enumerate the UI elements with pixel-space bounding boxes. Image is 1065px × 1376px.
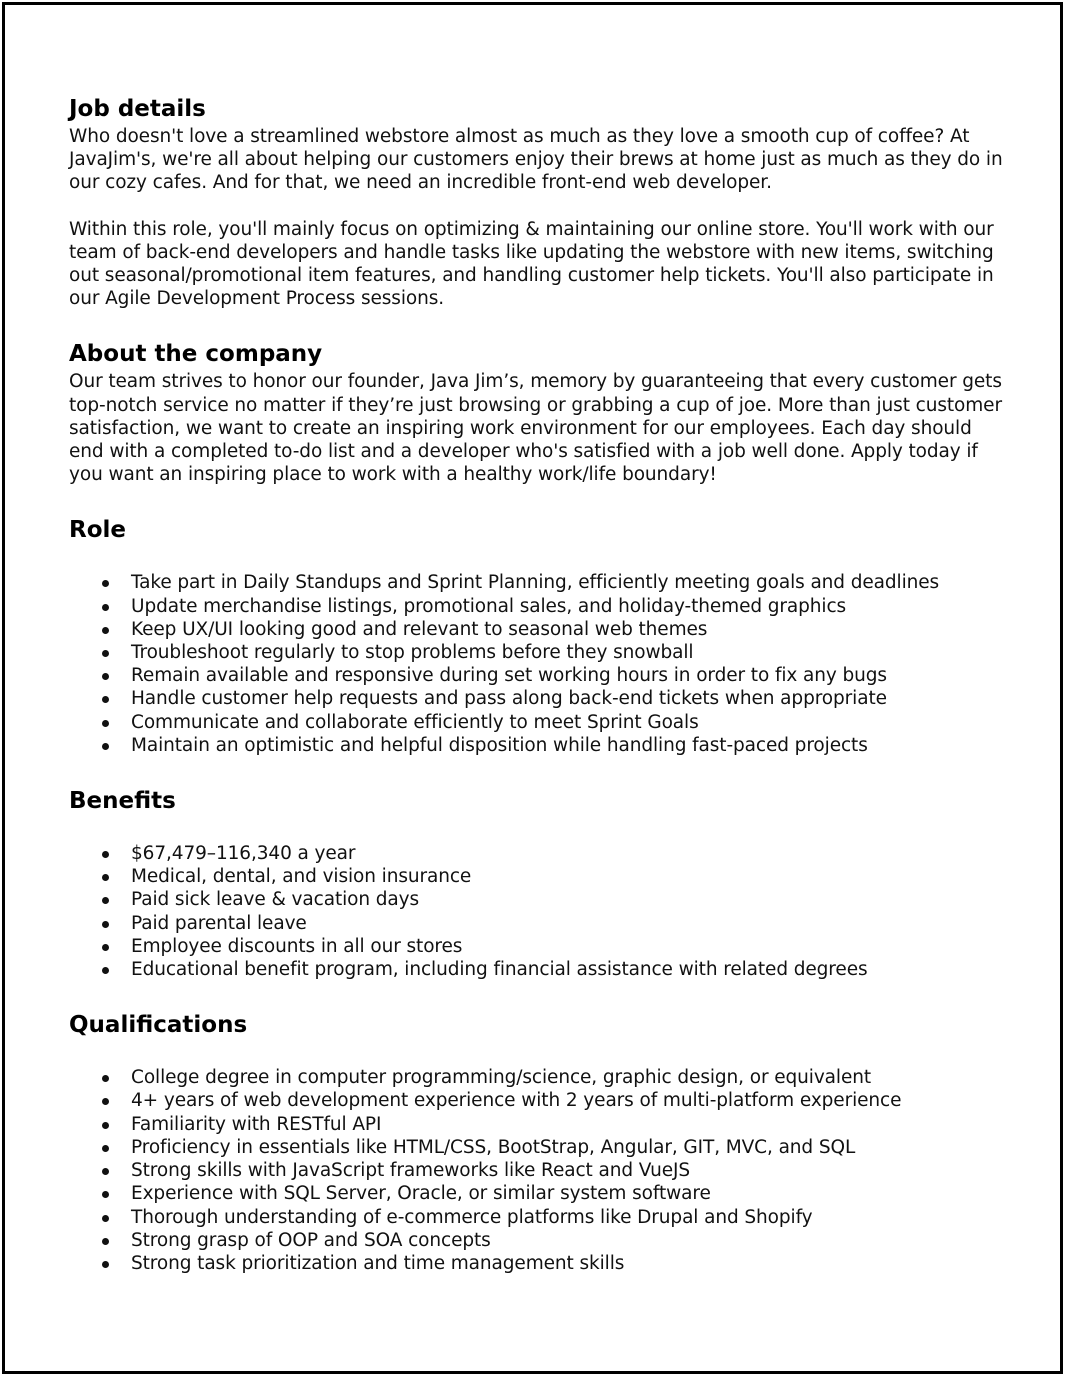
role-list-item: Communicate and collaborate efficiently to meet Sprint Goals <box>69 711 1009 734</box>
qualifications-list-item: Familiarity with RESTful API <box>69 1113 1009 1136</box>
qualifications-list-item: College degree in computer programming/science, graphic design, or equivalent <box>69 1066 1009 1089</box>
section-role <box>69 515 1009 757</box>
qualifications-list-item: Strong grasp of OOP and SOA concepts <box>69 1229 1009 1252</box>
bullet-icon <box>102 897 109 904</box>
bullet-icon <box>102 650 109 657</box>
bullet-icon <box>102 743 109 750</box>
bullet-icon <box>102 604 109 611</box>
bullet-icon <box>102 1122 109 1129</box>
bullet-icon <box>102 1168 109 1175</box>
section-title-about-company: About the company <box>69 341 323 368</box>
about-company-paragraph: Our team strives to honor our founder, Java Jim’s, memory by guaranteeing that every customer gets top-notch service no matter if they’re just browsing or grabbing a cup of joe. More than just customer satisfaction, we want to create an inspiring work environment for our employees. Each day should end with a completed to-do list and a developer who's satisfied with a job well done. Apply today if you want an inspiring place to work with a healthy work/life boundary! <box>69 371 1002 486</box>
bullet-icon <box>102 851 109 858</box>
section-title-qualifications: Qualifications <box>69 1012 248 1039</box>
qualifications-list-item: Experience with SQL Server, Oracle, or similar system software <box>69 1182 1009 1205</box>
role-list-item: Handle customer help requests and pass along back-end tickets when appropriate <box>69 687 1009 710</box>
bullet-icon <box>102 944 109 951</box>
bullet-icon <box>102 1238 109 1245</box>
role-list <box>69 571 1009 757</box>
document-content <box>69 94 1009 1275</box>
section-title-job-details: Job details <box>69 96 206 122</box>
bullet-icon <box>102 1261 109 1268</box>
document-page <box>2 2 1063 1374</box>
section-about-company <box>69 339 1009 486</box>
bullet-icon <box>102 967 109 974</box>
qualifications-list-item: Thorough understanding of e-commerce platforms like Drupal and Shopify <box>69 1206 1009 1229</box>
benefits-list-item: Paid sick leave & vacation days <box>69 888 1009 911</box>
bullet-icon <box>102 1098 109 1105</box>
section-qualifications <box>69 1010 1009 1275</box>
role-list-item: Maintain an optimistic and helpful disposition while handling fast-paced projects <box>69 734 1009 757</box>
role-list-item: Keep UX/UI looking good and relevant to seasonal web themes <box>69 618 1009 641</box>
bullet-icon <box>102 874 109 881</box>
qualifications-list <box>69 1066 1009 1275</box>
section-benefits <box>69 786 1009 981</box>
bullet-icon <box>102 673 109 680</box>
benefits-list-item: $67,479–116,340 a year <box>69 842 1009 865</box>
role-list-item: Troubleshoot regularly to stop problems before they snowball <box>69 641 1009 664</box>
bullet-icon <box>102 1145 109 1152</box>
section-title-role: Role <box>69 517 126 544</box>
bullet-icon <box>102 1075 109 1082</box>
benefits-list-item: Employee discounts in all our stores <box>69 935 1009 958</box>
section-title-benefits: Benefits <box>69 788 176 815</box>
bullet-icon <box>102 921 109 928</box>
benefits-list-item: Medical, dental, and vision insurance <box>69 865 1009 888</box>
bullet-icon <box>102 696 109 703</box>
role-list-item: Take part in Daily Standups and Sprint Planning, efficiently meeting goals and deadlines <box>69 571 1009 594</box>
bullet-icon <box>102 580 109 587</box>
role-list-item: Remain available and responsive during set working hours in order to fix any bugs <box>69 664 1009 687</box>
benefits-list <box>69 842 1009 981</box>
job-details-paragraph-2: Within this role, you'll mainly focus on optimizing & maintaining our online store. You'll work with our team of back-end developers and handle tasks like updating the webstore with new items, switching out seasonal/promotional item features, and handling customer help tickets. You'll also participate in our Agile Development Process sessions. <box>69 218 994 310</box>
job-details-paragraph-1: Who doesn't love a streamlined webstore almost as much as they love a smooth cup of coffee? At JavaJim's, we're all about helping our customers enjoy their brews at home just as much as they do in our cozy cafes. And for that, we need an incredible front-end web developer. <box>69 126 1003 194</box>
role-list-item: Update merchandise listings, promotional sales, and holiday-themed graphics <box>69 595 1009 618</box>
benefits-list-item: Educational benefit program, including financial assistance with related degrees <box>69 958 1009 981</box>
bullet-icon <box>102 1191 109 1198</box>
bullet-icon <box>102 720 109 727</box>
qualifications-list-item: Strong task prioritization and time management skills <box>69 1252 1009 1275</box>
qualifications-list-item: Strong skills with JavaScript frameworks like React and VueJS <box>69 1159 1009 1182</box>
section-job-details <box>69 94 1009 310</box>
qualifications-list-item: Proficiency in essentials like HTML/CSS, BootStrap, Angular, GIT, MVC, and SQL <box>69 1136 1009 1159</box>
bullet-icon <box>102 627 109 634</box>
bullet-icon <box>102 1215 109 1222</box>
qualifications-list-item: 4+ years of web development experience with 2 years of multi-platform experience <box>69 1089 1009 1112</box>
benefits-list-item: Paid parental leave <box>69 912 1009 935</box>
